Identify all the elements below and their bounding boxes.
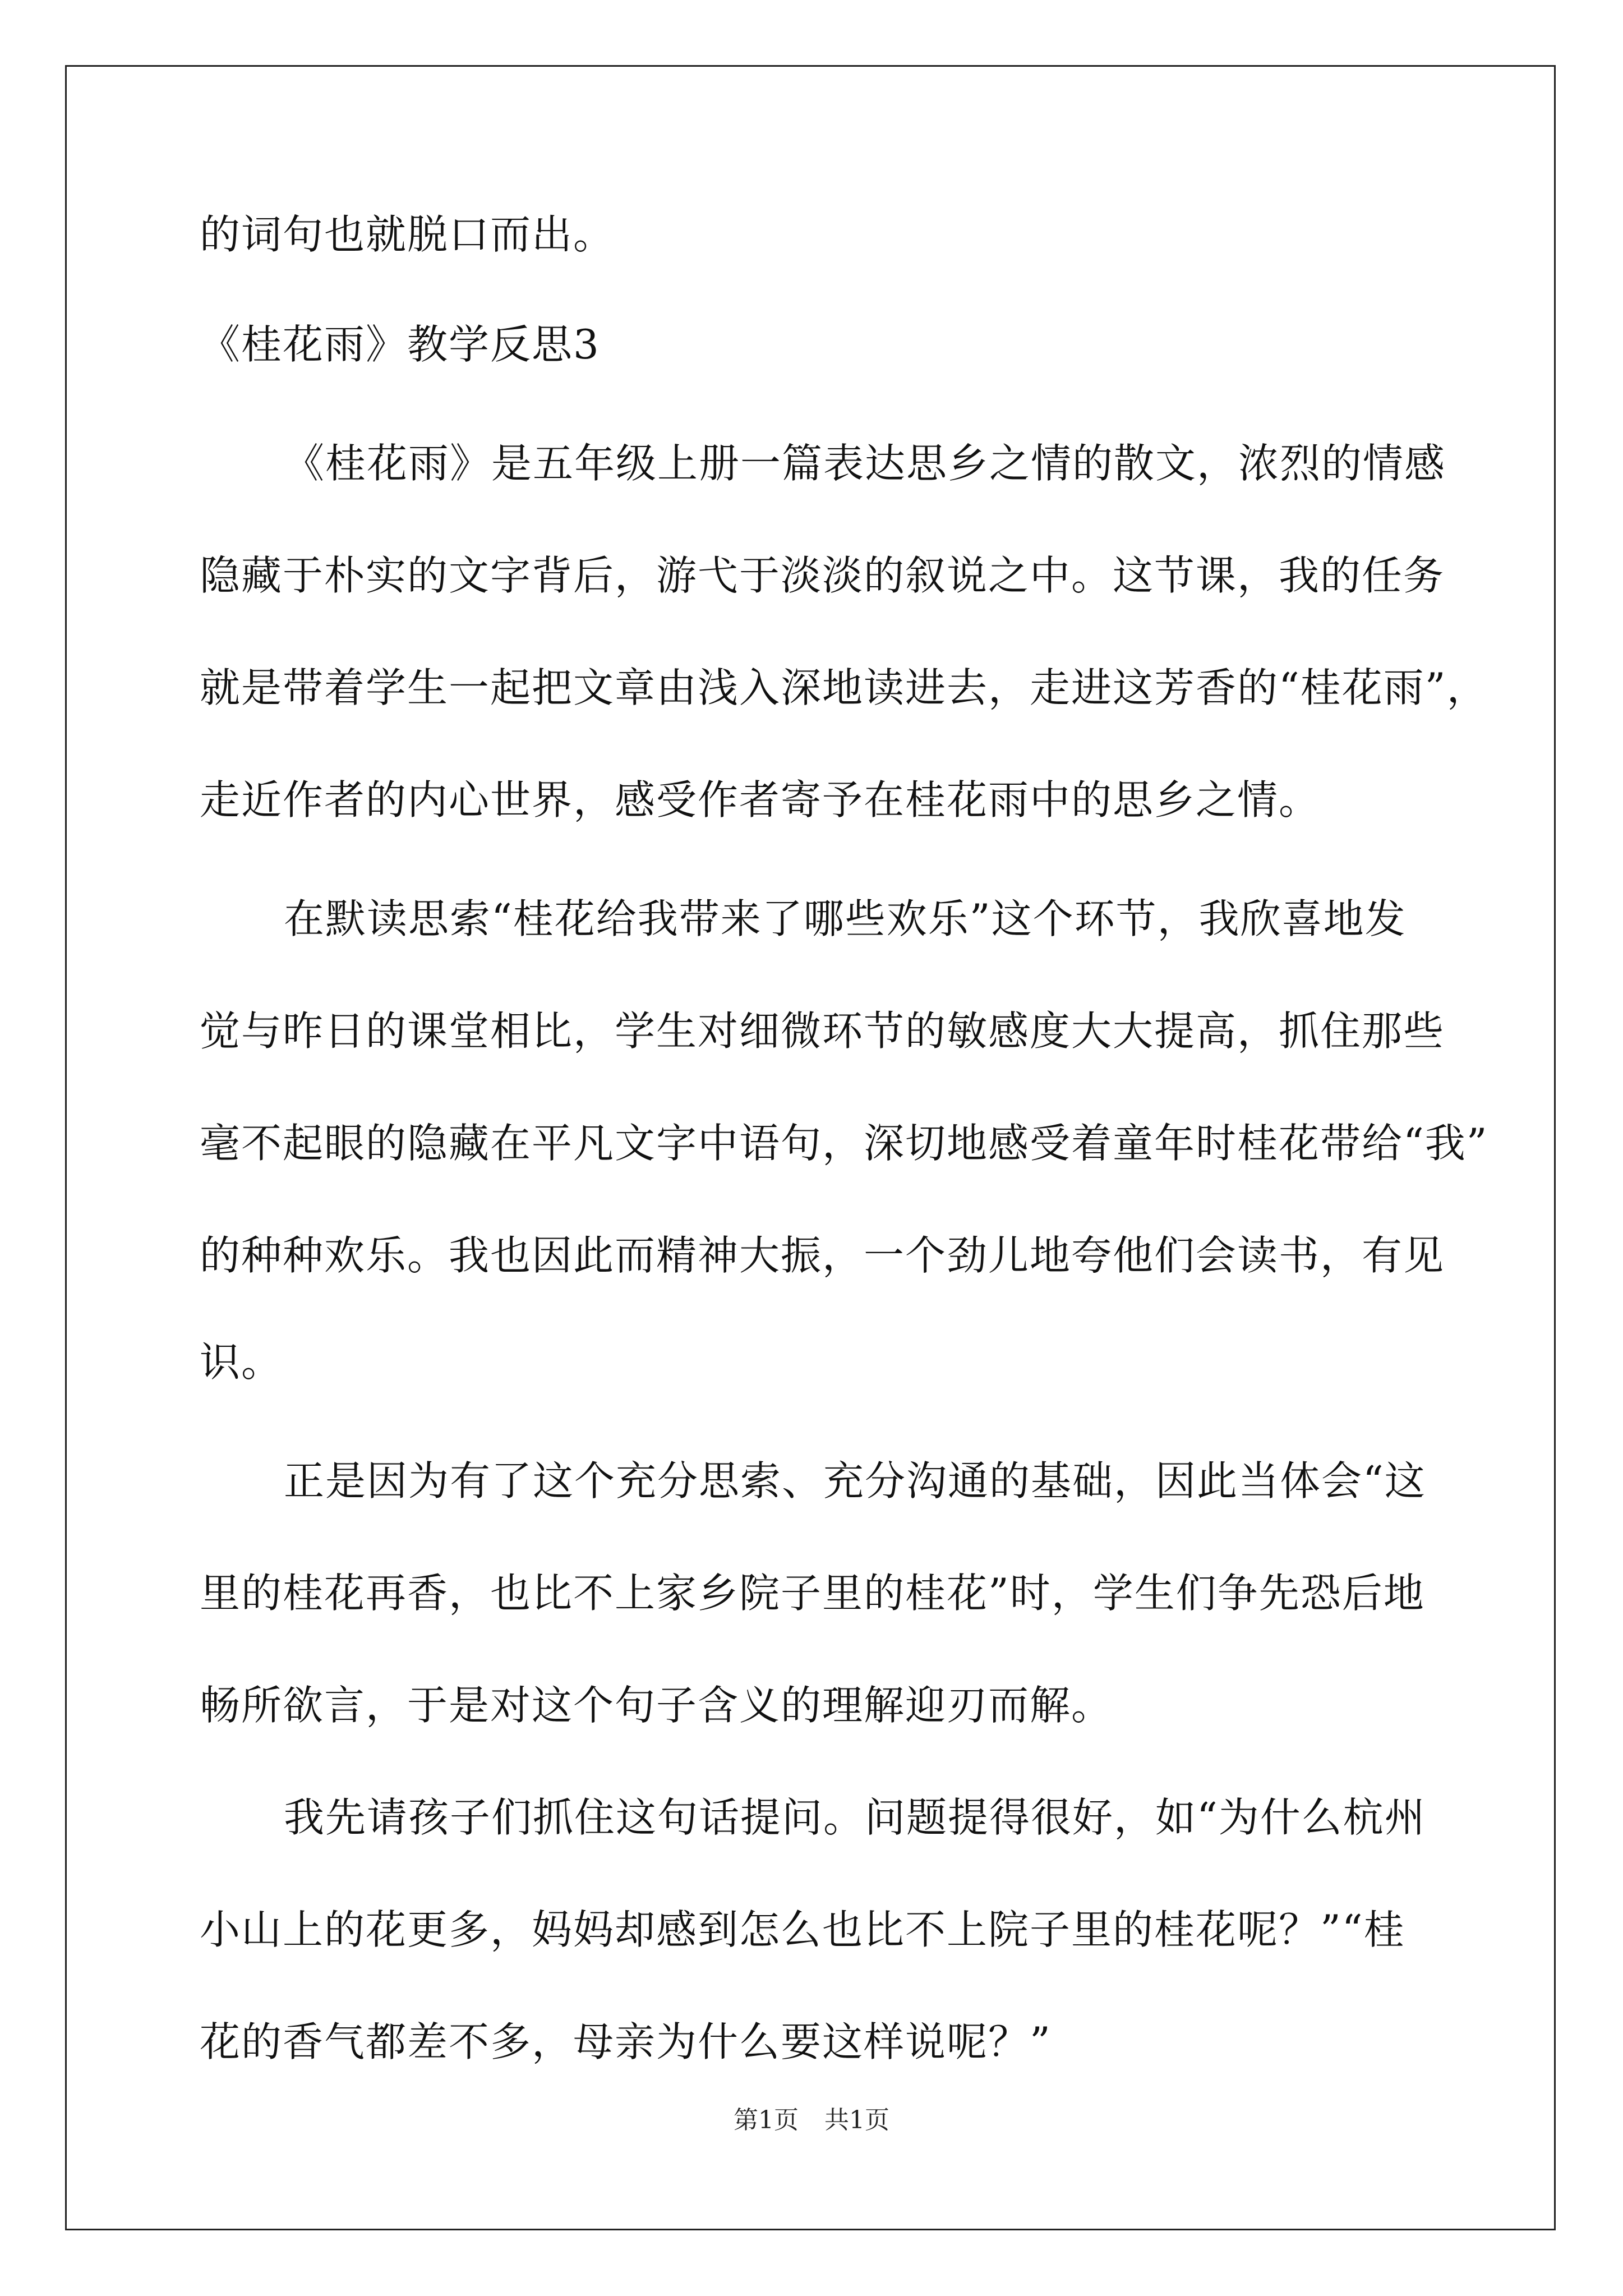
text-line: 隐藏于朴实的文字背后，游弋于淡淡的叙说之中。这节课，我的任务 — [200, 552, 1445, 599]
section-heading: 《桂花雨》教学反思3 — [200, 321, 600, 368]
text-line: 花的香气都差不多，母亲为什么要这样说呢？” — [200, 2018, 1052, 2065]
page-footer — [0, 2104, 1623, 2137]
text-line: 正是因为有了这个充分思索、充分沟通的基础，因此当体会“这 — [284, 1457, 1426, 1504]
text-line: 走近作者的内心世界，感受作者寄予在桂花雨中的思乡之情。 — [200, 776, 1321, 823]
text-line: 里的桂花再香，也比不上家乡院子里的桂花”时，学生们争先恐后地 — [200, 1570, 1425, 1617]
text-line: 觉与昨日的课堂相比，学生对细微环节的敏感度大大提高，抓住那些 — [200, 1007, 1445, 1055]
text-line: 识。 — [200, 1338, 283, 1386]
text-line: 《桂花雨》是五年级上册一篇表达思乡之情的散文，浓烈的情感 — [284, 440, 1446, 487]
page-number: 第1页 — [734, 2106, 799, 2134]
text-line: 毫不起眼的隐藏在平凡文字中语句，深切地感受着童年时桂花带给“我” — [200, 1120, 1488, 1167]
text-line: 的词句也就脱口而出。 — [200, 211, 615, 258]
text-line: 我先请孩子们抓住这句话提问。问题提得很好，如“为什么杭州 — [284, 1794, 1426, 1841]
page-total: 共1页 — [824, 2106, 889, 2134]
text-line: 的种种欢乐。我也因此而精神大振，一个劲儿地夸他们会读书，有见 — [200, 1232, 1445, 1279]
text-line: 畅所欲言，于是对这个句子含义的理解迎刃而解。 — [200, 1682, 1113, 1729]
text-line: 就是带着学生一起把文章由浅入深地读进去，走进这芳香的“桂花雨”， — [200, 664, 1488, 711]
text-line: 小山上的花更多，妈妈却感到怎么也比不上院子里的桂花呢？”“桂 — [200, 1906, 1405, 1953]
text-line: 在默读思索“桂花给我带来了哪些欢乐”这个环节，我欣喜地发 — [284, 895, 1407, 942]
